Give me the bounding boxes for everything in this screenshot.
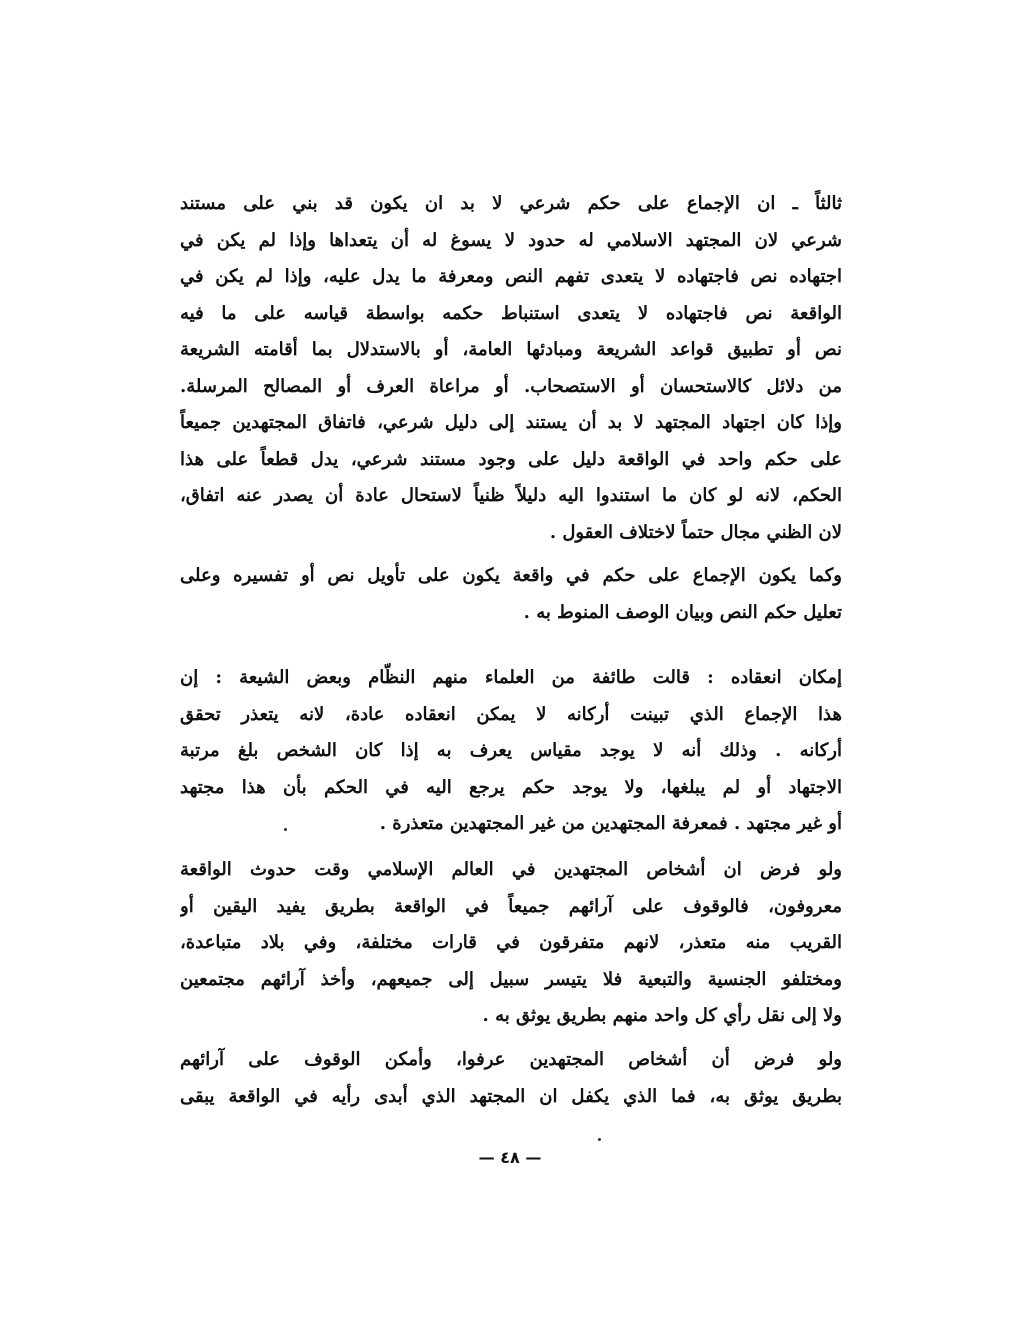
- paragraph-3: [180, 660, 842, 843]
- text-line: ومختلفو الجنسية والتبعية فلا يتيسر سبيل إلى جميعهم، وأخذ آرائهم مجتمعين: [180, 968, 842, 990]
- text-line: ولا إلى نقل رأي كل واحد منهم بطريق يوثق به .: [482, 1005, 842, 1026]
- text-line: أركانه . وذلك أنه لا يوجد مقياس يعرف به إذا كان الشخص بلغ مرتبة: [180, 740, 842, 761]
- text-line: على حكم واحد في الواقعة دليل على وجود مستند شرعي، يدل قطعاً على هذا: [180, 448, 842, 470]
- text-line: ولو فرض ان أشخاص المجتهدين في العالم الإسلامي وقت حدوث الواقعة: [180, 859, 842, 880]
- text-line: ثالثاً ـ ان الإجماع على حكم شرعي لا بد ان يكون قد بني على مستند: [180, 193, 842, 214]
- text-line: ولو فرض أن أشخاص المجتهدين عرفوا، وأمكن الوقوف على آرائهم: [180, 1049, 842, 1070]
- text-line: اجتهاده نص فاجتهاده لا يتعدى تفهم النص ومعرفة ما يدل عليه، وإذا لم يكن في: [180, 266, 842, 287]
- text-line: لان الظني مجال حتماً لاختلاف العقول .: [549, 521, 842, 543]
- text-line: وكما يكون الإجماع على حكم في واقعة يكون على تأويل نص أو تفسيره وعلى: [180, 565, 842, 586]
- scan-speck: [284, 828, 287, 831]
- text-line: إمكان انعقاده : قالت طائفة من العلماء منهم النظّام وبعض الشيعة : إن: [180, 667, 842, 688]
- text-line: الاجتهاد أو لم يبلغها، ولا يوجد حكم يرجع اليه في الحكم بأن هذا مجتهد: [180, 776, 842, 798]
- text-line: أو غير مجتهد . فمعرفة المجتهدين من غير المجتهدين متعذرة .: [379, 813, 842, 834]
- scan-speck: [598, 1138, 601, 1141]
- text-line: الحكم، لانه لو كان ما استندوا اليه دليلاً ظنياً لاستحال عادة أن يصدر عنه اتفاق،: [180, 485, 842, 506]
- page-number: — ٤٨ —: [478, 1148, 542, 1167]
- text-line: القريب منه متعذر، لانهم متفرقون في قارات مختلفة، وفي بلاد متباعدة،: [180, 932, 842, 953]
- text-line: بطريق يوثق به، فما الذي يكفل ان المجتهد الذي أبدى رأيه في الواقعة يبقى: [180, 1085, 842, 1107]
- text-line: نص أو تطبيق قواعد الشريعة ومبادئها العامة، أو بالاستدلال بما أقامته الشريعة: [180, 339, 842, 360]
- paragraph-2: [180, 558, 842, 631]
- text-line: هذا الإجماع الذي تبينت أركانه لا يمكن انعقاده عادة، لانه يتعذر تحقق: [180, 703, 842, 725]
- text-line: معروفون، فالوقوف على آرائهم جميعاً في الواقعة بطريق يفيد اليقين أو: [180, 895, 842, 917]
- text-line: من دلائل كالاستحسان أو الاستصحاب. أو مراعاة العرف أو المصالح المرسلة.: [180, 375, 842, 397]
- text-line: شرعي لان المجتهد الاسلامي له حدود لا يسوغ له أن يتعداها وإذا لم يكن في: [180, 229, 842, 251]
- text-line: الواقعة نص فاجتهاده لا يتعدى استنباط حكمه بواسطة قياسه على ما فيه: [180, 302, 842, 324]
- paragraph-5: [180, 1042, 842, 1115]
- text-line: تعليل حكم النص وبيان الوصف المنوط به .: [523, 601, 842, 623]
- paragraph-1: [180, 186, 842, 551]
- paragraph-4: [180, 852, 842, 1035]
- text-line: وإذا كان اجتهاد المجتهد لا بد أن يستند إلى دليل شرعي، فاتفاق المجتهدين جميعاً: [180, 412, 842, 433]
